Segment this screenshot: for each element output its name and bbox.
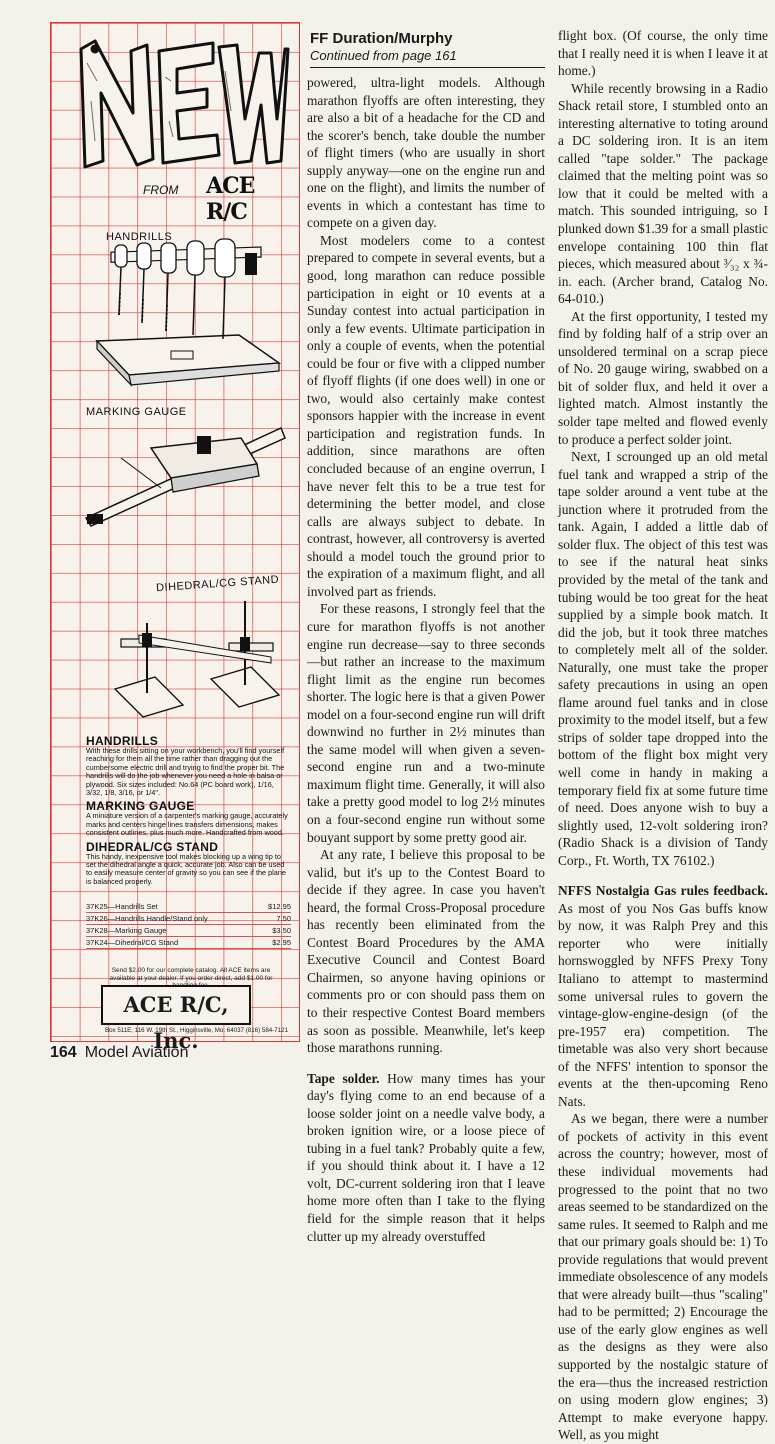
ad-brand-name: ACE R/C	[206, 173, 255, 225]
dihedral-stand-illustration	[111, 593, 286, 723]
magazine-name: Model Aviation	[84, 1044, 189, 1061]
handrills-illustration	[89, 243, 289, 393]
paragraph: powered, ultra-light models. Although marathon flyoffs are often interesting, they are also a bit of a headache for the CD and the scorer's bench, take double the number of flight timers (who are usually in short supply anyway—one on the engine run and one on the flight), and limits the number of events in which a contestant has time to compete on a given day.	[307, 75, 545, 231]
run-in-heading: Tape solder.	[307, 1070, 380, 1086]
desc-text-dihedral: This handy, inexpensive tool makes blocking up a wing tip to set the dihedral angle a quick, accurate job. Also can be used to easily measure center of gravity so you can see if the plane is balanced properly.	[86, 851, 286, 886]
ad-from-text: FROM	[143, 183, 179, 197]
paragraph: While recently browsing in a Radio Shack retail store, I stumbled onto an interesting alternative to toting around a DC soldering iron. It is an item called "tape solder." The package claimed that the melting point was so low that it could be melted with a match. This sounded intriguing, so I plunked down $1.39 for a small plastic envelope containing 100 thin flat pieces, which measured about ³⁄₃₂ x ¾-in. each. (Archer brand, Catalog No. 64-010.)	[558, 80, 768, 307]
article-column-1	[307, 74, 545, 1244]
article-header	[310, 30, 545, 68]
price-row: 37K28—Marking Gauge $3.50	[86, 926, 291, 935]
label-marking-gauge: MARKING GAUGE	[86, 406, 187, 418]
price-row: 37K25—Handrills Set $12.95	[86, 902, 291, 911]
desc-title-marking-gauge: MARKING GAUGE	[86, 799, 195, 814]
ad-address: Box 511E, 116 W. 19th St., Higginsville, Mo. 64037 (816) 584-7121	[104, 1027, 289, 1034]
ad-product-descriptions	[86, 735, 291, 889]
paragraph: For these reasons, I strongly feel that the cure for marathon flyoffs is not another engine run decrease—say to three seconds—but rather an increase to the maximum flight limit as the engine run becomes shorter. The logic here is that a given Power model on a four-second engine run will drift downwind no further in 2½ minutes than the same model will when given a seven-second engine run and a two-minute maximum flight time. Generally, it will also take a pretty good model to log 2½ minutes on a four-second engine run without some bouyant support by some pretty good air.	[307, 601, 545, 845]
desc-text-marking-gauge: A miniature version of a carpenter's marking gauge, accurately marks and centers hinge lines transfers dimensions, makes consistent outlines, plus much more. Handcrafted from wood.	[86, 811, 288, 838]
marking-gauge-illustration	[81, 418, 286, 528]
paragraph: Next, I scrounged up an old metal fuel tank and wrapped a strip of the tape solder around a vent tube at the junction where it protruded from the tank. Again, I added a little dab of solder flux. The object of this test was to see if the natural heat sinks provided by the metal of the tank and tubing would be too great for the heat supplied by a simple book match. It did the job, but it took three matches to completely melt all of the solder. Naturally, one must take the proper safety precautions in using an open flame around fuel tanks and in close proximity to the model itself, but a few strips of solder tape dropped into the bottom of the flight box might very well come in handy in making a temporary field fix at some future time of need. Does anyone wish to buy a slightly used, 12-volt soldering iron? (Radio Shack is a division of Tandy Corp., Ft. Worth, TX 76102.)	[558, 449, 768, 868]
paragraph: As we began, there were a number of pockets of activity in this event across the country; however, most of these individual movements had progressed to the point that no two areas seemed to be standardized on the same rules. It seemed to Ralph and me that our primary goals should be: 1) To provide regulations that would prevent immediate obsolescence of any models that were already built—thus "scaling" had to be permitted; 2) Encourage the use of the early glow engines as well as the designs as they were also supported by the nostalgic stature of the era—thus the increased restriction on using modern glow engines; 3) Attempt to make everyone happy. Well, as you might	[558, 1111, 768, 1443]
price-row: 37K24—Dihedral/CG Stand $2.95	[86, 938, 291, 947]
page-number: 164	[50, 1044, 77, 1061]
ad-catalog-note: Send $2.00 for our complete catalog. All ACE items are available at your dealer. If you order direct, add $1.00 for	[109, 967, 273, 982]
ad-price-list	[86, 901, 291, 949]
continued-from-line: Continued from page 161	[310, 48, 545, 68]
new-headline-graphic	[73, 41, 288, 171]
paragraph: At the first opportunity, I tested my find by folding half of a strip over an unsoldered terminal on a scrap piece of No. 20 gauge wiring, swabbed on a bit of solder flux, and held it over a lighted match. Almost instantly the solder tape melted and flowed evenly to produce a perfect solder joint.	[558, 308, 768, 447]
label-dihedral-stand: DIHEDRAL/CG STAND	[155, 573, 280, 595]
run-in-heading: NFFS Nostalgia Gas rules feedback.	[558, 883, 768, 899]
desc-title-dihedral: DIHEDRAL/CG STAND	[86, 839, 219, 854]
desc-title-handrills: HANDRILLS	[86, 734, 159, 748]
article-column-2	[558, 27, 768, 1443]
desc-text-handrills: With these drills sitting on your workbench, you'll find yourself reaching for them all the time rather than dragging out the cumbersome electric drill and trying to find the proper bit. The handrills will do the job whenever you need a hole in balsa or plywood. Six sizes included: No.64 (PC board work), 1/16, 3/32, 1/8, 3/16, or 1/4".	[86, 746, 285, 798]
paragraph-nffs: NFFS Nostalgia Gas rules feedback. As most of you Nos Gas buffs know by now, it was Ralph Prey and this reporter who were initially hornswoggled by NFFS Prexy Tony Italiano to attempt to mastermind some universal rules to govern the vintage-glow-engine-design (of the pre-1957 era) competition. The timetable was also very short because of the NFFS' intention to sponsor the events at the then-upcoming Reno Nats.	[558, 883, 768, 1109]
paragraph: flight box. (Of course, the only time that I really need it is when I leave it at home.)	[558, 28, 768, 79]
article-title: FF Duration/Murphy	[310, 30, 453, 47]
page-footer	[50, 1043, 188, 1063]
paragraph: At any rate, I believe this proposal to be valid, but it's up to the Contest Board to decide if they agree. In case you haven't heard, the formal Cross-Proposal procedure has recently been eliminated from the Contest Board Procedures by the AMA Executive Council and Contest Board Chairmen, so anyone having opinions or comments pro or con should pass them on to their respective Contest Board members as soon as possible. Meanwhile, let's keep those marathons running.	[307, 847, 545, 1056]
paragraph: Most modelers come to a contest prepared to compete in several events, but a good, long marathon can reduce possible participation in eight or 10 events at a Sunday contest into actual participation in only a few events. Ultimate participation in only a couple of events, when the potential could be four or five with a clipped number of flyoff flights (if one does well) in one or two, would also certainly make contest sponsors happier with the increase in event participation and registration funds. In addition, since marathons are often concluded because of an engine overrun, I have never felt this to be a true test for determining the better model, and close calls are always subject to debate. In contrast, however, all controversy is averted should a model touch the ground prior to the expiration of a maximum flight, and all involved part as friends.	[307, 232, 545, 599]
label-handrills: HANDRILLS	[106, 231, 173, 243]
ace-rc-inc-logo: ACE R/C, Inc.	[101, 985, 251, 1025]
price-row: 37K26—Handrills Handle/Stand only 7.50	[86, 914, 291, 923]
paragraph-tape-solder: Tape solder. How many times has your day's flying come to an end because of a loose solder joint on a needle valve body, a broken ignition wire, or a loose piece of tubing in a fuel tank? Probably quite a few, if you should think about it. I have a 12 volt, DC-current soldering iron that I leave home more often than I take to the flying field for the simple reason that it helps clutter up my already overstuffed	[307, 1070, 545, 1244]
